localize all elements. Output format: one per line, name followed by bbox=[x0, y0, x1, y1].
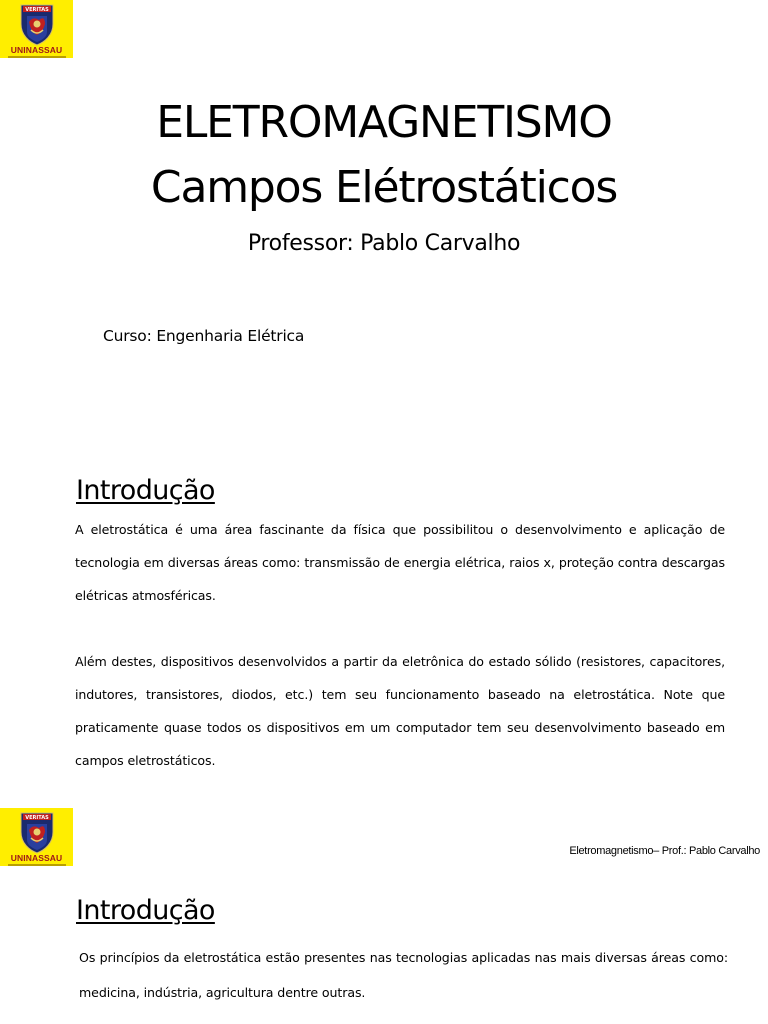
uninassau-logo bbox=[0, 0, 73, 58]
professor-name: Professor: Pablo Carvalho bbox=[247, 231, 521, 256]
paragraph: Os princípios da eletrostática estão presentes nas tecnologias aplicadas nas mais diversas áreas como: medicina, indústria, agricultura dentre outras. bbox=[79, 950, 728, 1000]
section-heading-introducao: Introdução bbox=[76, 475, 215, 506]
motto-text: VERITAS bbox=[24, 815, 49, 821]
course-name: Curso: Engenharia Elétrica bbox=[103, 327, 305, 345]
paragraph: Além destes, dispositivos desenvolvidos a partir da eletrônica do estado sólido (resistores, capacitores, indutores, transistores, diodos, etc.) tem seu funcionamento baseado na eletrostática. Note que praticamente quase todos os dispositivos em um computador tem seu desenvolvimento baseado em campos eletrostáticos. bbox=[75, 654, 725, 768]
document-subtitle: Campos Elétrostáticos bbox=[150, 162, 618, 213]
page-footer: Eletromagnetismo– Prof.: Pablo Carvalho bbox=[569, 845, 760, 857]
logo-wordmark: UNINASSAU bbox=[10, 45, 63, 55]
section-heading-introducao: Introdução bbox=[76, 895, 215, 926]
shield-crest-icon bbox=[17, 2, 57, 46]
logo-tagline bbox=[8, 56, 66, 58]
logo-tagline bbox=[8, 864, 66, 866]
document-title: ELETROMAGNETISMO bbox=[156, 97, 612, 148]
shield-crest-icon bbox=[17, 810, 57, 854]
motto-text: VERITAS bbox=[24, 7, 49, 13]
paragraph: A eletrostática é uma área fascinante da física que possibilitou o desenvolvimento e aplicação de tecnologia em diversas áreas como: transmissão de energia elétrica, raios x, proteção contra descargas elétricas atmosféricas. bbox=[75, 522, 725, 603]
uninassau-logo bbox=[0, 808, 73, 866]
logo-wordmark: UNINASSAU bbox=[10, 853, 63, 863]
